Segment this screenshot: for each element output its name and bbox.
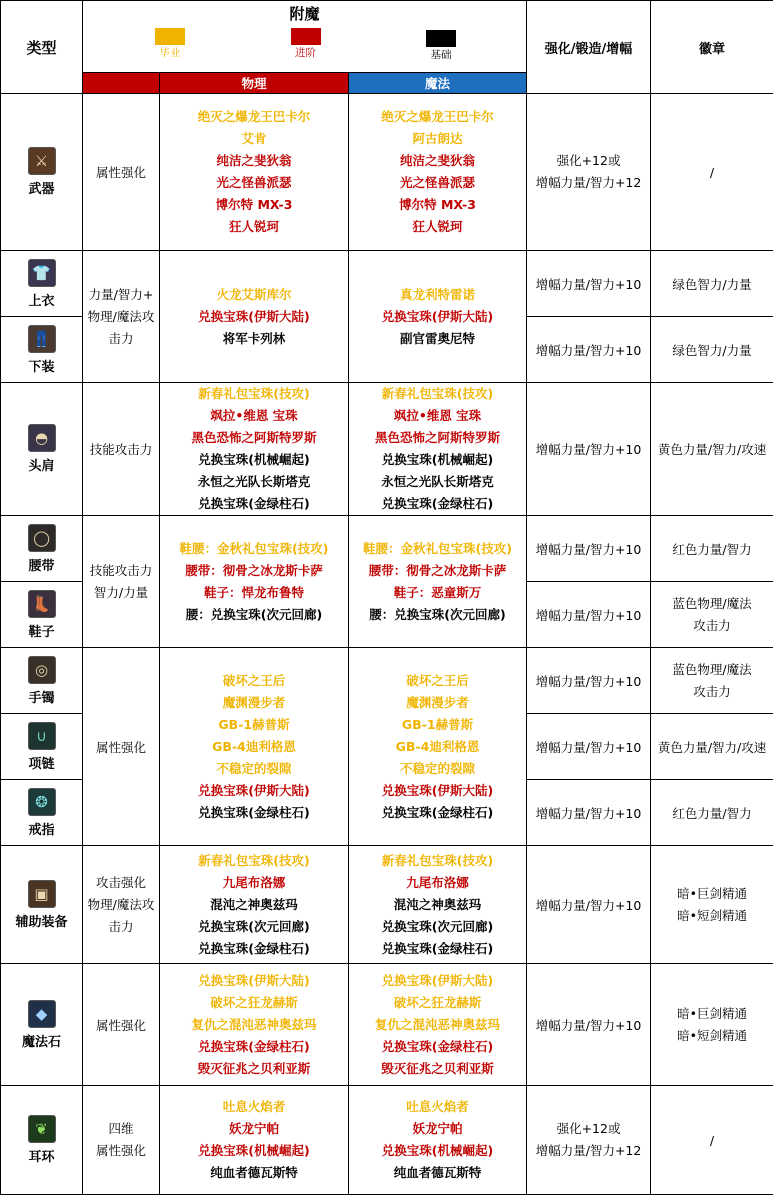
emblem-cell xyxy=(651,648,773,714)
legend-swatch-red xyxy=(291,28,321,45)
attr-cell: 技能攻击力 xyxy=(83,383,160,516)
phys-list xyxy=(160,648,349,846)
enchant-item: 兑换宝珠(金绿柱石) xyxy=(349,493,526,515)
support-equipment-icon: ▣ xyxy=(28,880,56,908)
earring-icon: ❦ xyxy=(28,1115,56,1143)
magic-list xyxy=(349,251,527,383)
legend-graduate xyxy=(155,28,185,62)
enchant-item: 永恒之光队长斯塔克 xyxy=(349,471,526,493)
text-line: 蓝色物理/魔法 xyxy=(651,593,773,615)
enchant-item: 混沌之神奥兹玛 xyxy=(160,894,348,916)
emblem-cell: 红色力量/智力 xyxy=(651,780,773,846)
reinforce-cell: 增幅力量/智力+10 xyxy=(527,714,651,780)
row-magicstone xyxy=(1,964,773,1086)
enchant-item: 永恒之光队长斯塔克 xyxy=(160,471,348,493)
enchant-item: 腰：兑换宝珠(次元回廊) xyxy=(349,604,526,626)
enchant-item: 毁灭征兆之贝利亚斯 xyxy=(349,1058,526,1080)
legend-label: 基础 xyxy=(431,47,452,62)
enchant-item: 兑换宝珠(机械崛起) xyxy=(160,449,348,471)
enchant-item: GB-1赫普斯 xyxy=(160,714,348,736)
text-line: 强化+12或 xyxy=(527,150,650,172)
type-name: 上衣 xyxy=(1,290,82,309)
type-cell-belt xyxy=(1,516,83,582)
top-armor-icon: 👕 xyxy=(28,259,56,287)
enchant-item: 绝灭之爆龙王巴卡尔 xyxy=(349,106,526,128)
necklace-icon: ∪ xyxy=(28,722,56,750)
enchant-item: 毁灭征兆之贝利亚斯 xyxy=(160,1058,348,1080)
enchant-item: 纯洁之斐狄翁 xyxy=(349,150,526,172)
enchant-title: 附魔 xyxy=(83,3,526,24)
enchant-item: 飒拉•维恩 宝珠 xyxy=(160,405,348,427)
enchant-item: 纯洁之斐狄翁 xyxy=(160,150,348,172)
enchant-item: 兑换宝珠(伊斯大陆) xyxy=(160,306,348,328)
enchant-item: GB-4迪利格恩 xyxy=(349,736,526,758)
enchant-item: 将军卡列林 xyxy=(160,328,348,350)
emblem-cell xyxy=(651,846,773,964)
physical-header-label: 物理 xyxy=(160,73,349,94)
enchant-item: 妖龙宁帕 xyxy=(349,1118,526,1140)
row-support xyxy=(1,846,773,964)
enchant-item: 狂人锐珂 xyxy=(349,216,526,238)
enchant-item: 魔渊漫步者 xyxy=(160,692,348,714)
reinforce-cell: 增幅力量/智力+10 xyxy=(527,251,651,317)
enchant-item: 博尔特 MX-3 xyxy=(349,194,526,216)
text-line: 强化+12或 xyxy=(527,1118,650,1140)
enchant-item: 新春礼包宝珠(技攻) xyxy=(349,850,526,872)
enchant-item: 兑换宝珠(次元回廊) xyxy=(349,916,526,938)
reinforce-cell: 增幅力量/智力+10 xyxy=(527,582,651,648)
enchant-item: 吐息火焰者 xyxy=(160,1096,348,1118)
row-shoulder xyxy=(1,383,773,516)
reinforce-cell: 增幅力量/智力+10 xyxy=(527,846,651,964)
magic-stone-icon: ◆ xyxy=(28,1000,56,1028)
type-cell-magicstone xyxy=(1,964,83,1086)
row-weapon xyxy=(1,94,773,251)
enchant-item: 鞋子：恶童斯万 xyxy=(349,582,526,604)
enchant-item: 飒拉•维恩 宝珠 xyxy=(349,405,526,427)
reinforce-cell xyxy=(527,1086,651,1195)
reinforce-cell: 增幅力量/智力+10 xyxy=(527,516,651,582)
enchant-item: 兑换宝珠(金绿柱石) xyxy=(349,938,526,960)
text-line: 增幅力量/智力+12 xyxy=(527,1140,650,1162)
phys-list xyxy=(160,94,349,251)
type-name: 耳环 xyxy=(1,1146,82,1165)
row-top xyxy=(1,251,773,317)
enchant-item: 纯血者德瓦斯特 xyxy=(160,1162,348,1184)
text-line: 物理/魔法攻 xyxy=(83,306,159,328)
phys-list xyxy=(160,383,349,516)
type-name: 腰带 xyxy=(1,555,82,574)
text-line: 击力 xyxy=(83,328,159,350)
text-line: 暗•巨剑精通 xyxy=(651,883,773,905)
enchant-item: 兑换宝珠(伊斯大陆) xyxy=(349,780,526,802)
enchant-item: 破坏之狂龙赫斯 xyxy=(349,992,526,1014)
enchant-item: 新春礼包宝珠(技攻) xyxy=(349,383,526,405)
enchant-item: 真龙利特雷诺 xyxy=(349,284,526,306)
emblem-cell xyxy=(651,582,773,648)
enchant-item: 狂人锐珂 xyxy=(160,216,348,238)
reinforce-cell: 增幅力量/智力+10 xyxy=(527,780,651,846)
legend-advanced xyxy=(291,28,321,62)
type-name: 鞋子 xyxy=(1,621,82,640)
phys-list xyxy=(160,846,349,964)
type-cell-support xyxy=(1,846,83,964)
type-name: 辅助装备 xyxy=(1,911,82,930)
enchant-item: 兑换宝珠(伊斯大陆) xyxy=(160,780,348,802)
type-cell-shoes xyxy=(1,582,83,648)
type-name: 头肩 xyxy=(1,455,82,474)
enchant-item: 鞋腰：金秋礼包宝珠(技攻) xyxy=(349,538,526,560)
magic-list xyxy=(349,964,527,1086)
type-name: 手镯 xyxy=(1,687,82,706)
enchant-item: 兑换宝珠(金绿柱石) xyxy=(160,1036,348,1058)
attr-cell: 属性强化 xyxy=(83,648,160,846)
row-belt xyxy=(1,516,773,582)
row-bracelet xyxy=(1,648,773,714)
shoulder-icon: ◓ xyxy=(28,424,56,452)
text-line: 攻击力 xyxy=(651,681,773,703)
bottom-armor-icon: 👖 xyxy=(28,325,56,353)
type-name: 戒指 xyxy=(1,819,82,838)
legend-label: 进阶 xyxy=(295,45,316,60)
phys-list xyxy=(160,964,349,1086)
enchant-item: 火龙艾斯库尔 xyxy=(160,284,348,306)
attr-cell: 属性强化 xyxy=(83,964,160,1086)
attr-cell: 属性强化 xyxy=(83,94,160,251)
enchant-item: 破坏之王后 xyxy=(160,670,348,692)
attr-cell xyxy=(83,846,160,964)
enchant-item: 兑换宝珠(伊斯大陆) xyxy=(349,970,526,992)
emblem-cell: 黄色力量/智力/攻速 xyxy=(651,383,773,516)
text-line: 攻击力 xyxy=(651,615,773,637)
text-line: 暗•巨剑精通 xyxy=(651,1003,773,1025)
attr-cell xyxy=(83,251,160,383)
text-line: 攻击强化 xyxy=(83,872,159,894)
enchant-item: 妖龙宁帕 xyxy=(160,1118,348,1140)
header-row xyxy=(1,1,773,73)
type-cell-bottom xyxy=(1,317,83,383)
text-line: 增幅力量/智力+12 xyxy=(527,172,650,194)
legend-swatch-black xyxy=(426,30,456,47)
enchant-item: 艾肯 xyxy=(160,128,348,150)
enchant-item: 腰带：彻骨之冰龙斯卡萨 xyxy=(160,560,348,582)
enchant-item: 不稳定的裂隙 xyxy=(349,758,526,780)
enchant-item: 兑换宝珠(金绿柱石) xyxy=(349,1036,526,1058)
enchant-item: 魔渊漫步者 xyxy=(349,692,526,714)
type-cell-weapon xyxy=(1,94,83,251)
physical-header xyxy=(83,73,160,94)
enchant-item: 复仇之混沌恶神奥兹玛 xyxy=(160,1014,348,1036)
enchant-item: 腰带：彻骨之冰龙斯卡萨 xyxy=(349,560,526,582)
attr-cell xyxy=(83,1086,160,1195)
type-header: 类型 xyxy=(1,1,83,94)
reinforce-cell xyxy=(527,94,651,251)
enchant-item: 混沌之神奥兹玛 xyxy=(349,894,526,916)
enchant-item: 兑换宝珠(金绿柱石) xyxy=(160,493,348,515)
enchant-item: 绝灭之爆龙王巴卡尔 xyxy=(160,106,348,128)
enchant-item: 黑色恐怖之阿斯特罗斯 xyxy=(349,427,526,449)
text-line: 暗•短剑精通 xyxy=(651,905,773,927)
enchant-item: 兑换宝珠(伊斯大陆) xyxy=(349,306,526,328)
magic-list xyxy=(349,383,527,516)
weapon-icon: ⚔ xyxy=(28,147,56,175)
phys-list xyxy=(160,516,349,648)
reinforce-cell: 增幅力量/智力+10 xyxy=(527,964,651,1086)
type-name: 下装 xyxy=(1,356,82,375)
enchant-item: 光之怪兽派瑟 xyxy=(160,172,348,194)
belt-icon: ◯ xyxy=(28,524,56,552)
emblem-cell: 绿色智力/力量 xyxy=(651,317,773,383)
magic-list xyxy=(349,846,527,964)
type-name: 项链 xyxy=(1,753,82,772)
legend-basic xyxy=(426,30,456,62)
enchant-item: 兑换宝珠(机械崛起) xyxy=(349,1140,526,1162)
enchant-item: 兑换宝珠(机械崛起) xyxy=(160,1140,348,1162)
bracelet-icon: ◎ xyxy=(28,656,56,684)
enchant-item: 破坏之王后 xyxy=(349,670,526,692)
enchant-item: 兑换宝珠(伊斯大陆) xyxy=(160,970,348,992)
enchant-item: 新春礼包宝珠(技攻) xyxy=(160,850,348,872)
enchant-item: 兑换宝珠(金绿柱石) xyxy=(349,802,526,824)
enchant-item: 黑色恐怖之阿斯特罗斯 xyxy=(160,427,348,449)
reinforce-cell: 增幅力量/智力+10 xyxy=(527,317,651,383)
enchant-item: 兑换宝珠(金绿柱石) xyxy=(160,802,348,824)
enchant-item: 纯血者德瓦斯特 xyxy=(349,1162,526,1184)
enchant-item: GB-4迪利格恩 xyxy=(160,736,348,758)
magic-list xyxy=(349,516,527,648)
emblem-cell: / xyxy=(651,1086,773,1195)
shoes-icon: 👢 xyxy=(28,590,56,618)
phys-list xyxy=(160,1086,349,1195)
text-line: 智力/力量 xyxy=(83,582,159,604)
type-name: 魔法石 xyxy=(1,1031,82,1050)
type-cell-earring xyxy=(1,1086,83,1195)
attr-cell xyxy=(83,516,160,648)
enchant-item: 腰：兑换宝珠(次元回廊) xyxy=(160,604,348,626)
emblem-header: 徽章 xyxy=(651,1,773,94)
enchant-item: 兑换宝珠(次元回廊) xyxy=(160,916,348,938)
enchant-item: 光之怪兽派瑟 xyxy=(349,172,526,194)
text-line: 击力 xyxy=(83,916,159,938)
emblem-cell: 黄色力量/智力/攻速 xyxy=(651,714,773,780)
type-cell-necklace xyxy=(1,714,83,780)
enchant-item: 九尾布洛娜 xyxy=(349,872,526,894)
text-line: 物理/魔法攻 xyxy=(83,894,159,916)
magic-list xyxy=(349,94,527,251)
emblem-cell: 红色力量/智力 xyxy=(651,516,773,582)
magic-list xyxy=(349,648,527,846)
legend-swatch-gold xyxy=(155,28,185,45)
enchant-item: 兑换宝珠(机械崛起) xyxy=(349,449,526,471)
row-earring xyxy=(1,1086,773,1195)
enchant-item: 兑换宝珠(金绿柱石) xyxy=(160,938,348,960)
emblem-cell: 绿色智力/力量 xyxy=(651,251,773,317)
legend-label: 毕业 xyxy=(160,45,181,60)
enchant-item: 不稳定的裂隙 xyxy=(160,758,348,780)
reinforce-cell: 增幅力量/智力+10 xyxy=(527,383,651,516)
enchant-item: 破坏之狂龙赫斯 xyxy=(160,992,348,1014)
reinforce-cell: 增幅力量/智力+10 xyxy=(527,648,651,714)
emblem-cell xyxy=(651,964,773,1086)
enchant-item: 博尔特 MX-3 xyxy=(160,194,348,216)
magic-list xyxy=(349,1086,527,1195)
enchant-item: 吐息火焰者 xyxy=(349,1096,526,1118)
type-cell-bracelet xyxy=(1,648,83,714)
emblem-cell: / xyxy=(651,94,773,251)
magic-header: 魔法 xyxy=(349,73,527,94)
enchant-legend xyxy=(83,24,526,62)
type-cell-top xyxy=(1,251,83,317)
enchant-item: 新春礼包宝珠(技攻) xyxy=(160,383,348,405)
enchant-item: 副官雷奥尼特 xyxy=(349,328,526,350)
text-line: 蓝色物理/魔法 xyxy=(651,659,773,681)
phys-list xyxy=(160,251,349,383)
text-line: 暗•短剑精通 xyxy=(651,1025,773,1047)
type-name: 武器 xyxy=(1,178,82,197)
text-line: 技能攻击力 xyxy=(83,560,159,582)
enchant-item: 复仇之混沌恶神奥兹玛 xyxy=(349,1014,526,1036)
reinforce-header: 强化/锻造/增幅 xyxy=(527,1,651,94)
ring-icon: ❂ xyxy=(28,788,56,816)
enchant-header xyxy=(83,1,527,73)
enchant-item: GB-1赫普斯 xyxy=(349,714,526,736)
enchant-item: 阿古朗达 xyxy=(349,128,526,150)
enchant-item: 九尾布洛娜 xyxy=(160,872,348,894)
type-cell-ring xyxy=(1,780,83,846)
type-cell-shoulder xyxy=(1,383,83,516)
enchant-item: 鞋子：悍龙布鲁特 xyxy=(160,582,348,604)
text-line: 力量/智力+ xyxy=(83,284,159,306)
text-line: 四维 xyxy=(83,1118,159,1140)
text-line: 属性强化 xyxy=(83,1140,159,1162)
enchant-item: 鞋腰：金秋礼包宝珠(技攻) xyxy=(160,538,348,560)
